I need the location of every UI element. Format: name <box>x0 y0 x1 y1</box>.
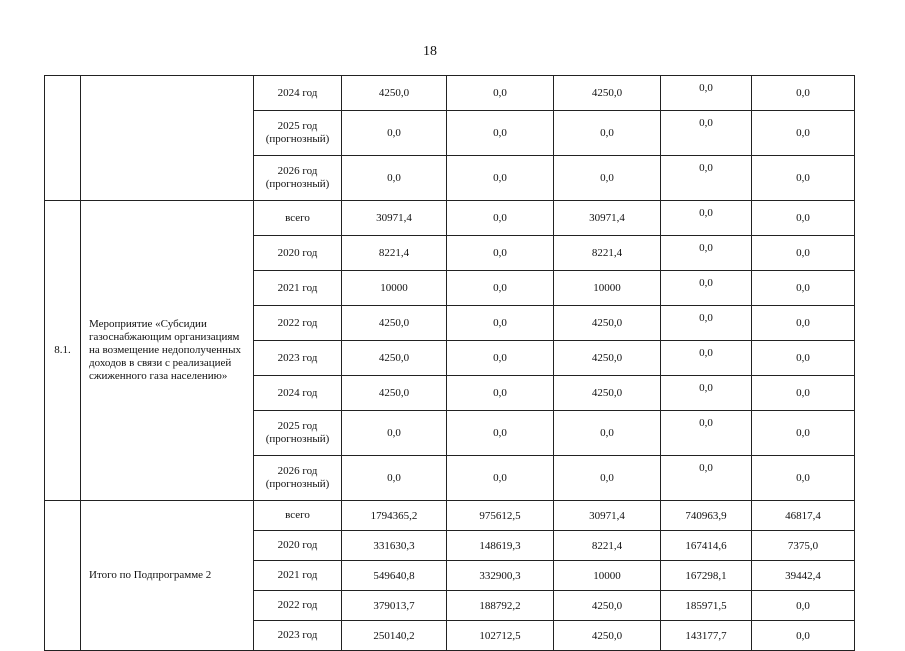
period-cell: 2023 год <box>254 621 342 651</box>
value-cell-col-4: 0,0 <box>661 306 752 341</box>
value-cell-col-3: 10000 <box>554 561 661 591</box>
value-cell-col-2: 0,0 <box>447 201 554 236</box>
row-number-cell: 8.1. <box>45 201 81 501</box>
value-cell-col-3: 0,0 <box>554 156 661 201</box>
value-cell-col-4: 0,0 <box>661 156 752 201</box>
value-cell-col-5: 7375,0 <box>752 531 855 561</box>
value-cell-col-1: 10000 <box>342 271 447 306</box>
value-cell-col-5: 0,0 <box>752 111 855 156</box>
period-cell: 2026 год (прогнозный) <box>254 156 342 201</box>
period-cell: 2026 год (прогнозный) <box>254 456 342 501</box>
table-row <box>45 76 855 111</box>
period-cell: 2025 год (прогнозный) <box>254 411 342 456</box>
value-cell-col-3: 4250,0 <box>554 621 661 651</box>
value-cell-col-2: 0,0 <box>447 236 554 271</box>
value-cell-col-5: 0,0 <box>752 341 855 376</box>
value-cell-col-3: 4250,0 <box>554 76 661 111</box>
value-cell-col-3: 4250,0 <box>554 591 661 621</box>
value-cell-col-2: 0,0 <box>447 456 554 501</box>
value-cell-col-2: 332900,3 <box>447 561 554 591</box>
period-cell: 2020 год <box>254 236 342 271</box>
measure-name-cell: Итого по Подпрограмме 2 <box>81 501 254 651</box>
table-row <box>45 501 855 531</box>
value-cell-col-3: 0,0 <box>554 411 661 456</box>
value-cell-col-5: 0,0 <box>752 591 855 621</box>
period-cell: 2024 год <box>254 376 342 411</box>
value-cell-col-4: 0,0 <box>661 111 752 156</box>
value-cell-col-2: 0,0 <box>447 306 554 341</box>
period-cell: всего <box>254 201 342 236</box>
value-cell-col-5: 0,0 <box>752 236 855 271</box>
value-cell-col-3: 0,0 <box>554 111 661 156</box>
value-cell-col-1: 4250,0 <box>342 376 447 411</box>
value-cell-col-2: 975612,5 <box>447 501 554 531</box>
value-cell-col-1: 331630,3 <box>342 531 447 561</box>
value-cell-col-5: 0,0 <box>752 201 855 236</box>
value-cell-col-2: 102712,5 <box>447 621 554 651</box>
table-row <box>45 201 855 236</box>
value-cell-col-5: 0,0 <box>752 306 855 341</box>
value-cell-col-2: 0,0 <box>447 341 554 376</box>
value-cell-col-4: 0,0 <box>661 236 752 271</box>
row-number-cell <box>45 76 81 201</box>
value-cell-col-1: 4250,0 <box>342 341 447 376</box>
measure-name-cell: Мероприятие «Субсидии газоснабжающим организациям на возмещение недополученных доходов в связи с реализацией сжиженного газа населению» <box>81 201 254 501</box>
value-cell-col-1: 4250,0 <box>342 306 447 341</box>
period-cell: 2022 год <box>254 306 342 341</box>
value-cell-col-2: 0,0 <box>447 111 554 156</box>
value-cell-col-1: 0,0 <box>342 411 447 456</box>
value-cell-col-2: 0,0 <box>447 376 554 411</box>
period-cell: 2024 год <box>254 76 342 111</box>
value-cell-col-5: 0,0 <box>752 271 855 306</box>
value-cell-col-3: 4250,0 <box>554 376 661 411</box>
value-cell-col-5: 0,0 <box>752 376 855 411</box>
value-cell-col-4: 0,0 <box>661 201 752 236</box>
value-cell-col-4: 0,0 <box>661 76 752 111</box>
value-cell-col-2: 0,0 <box>447 76 554 111</box>
period-cell: 2023 год <box>254 341 342 376</box>
value-cell-col-5: 0,0 <box>752 621 855 651</box>
value-cell-col-3: 4250,0 <box>554 306 661 341</box>
value-cell-col-3: 30971,4 <box>554 501 661 531</box>
value-cell-col-4: 0,0 <box>661 341 752 376</box>
value-cell-col-2: 0,0 <box>447 156 554 201</box>
measure-name-cell <box>81 76 254 201</box>
period-cell: всего <box>254 501 342 531</box>
value-cell-col-3: 30971,4 <box>554 201 661 236</box>
value-cell-col-1: 379013,7 <box>342 591 447 621</box>
value-cell-col-3: 10000 <box>554 271 661 306</box>
value-cell-col-4: 143177,7 <box>661 621 752 651</box>
period-cell: 2025 год (прогнозный) <box>254 111 342 156</box>
period-cell: 2022 год <box>254 591 342 621</box>
value-cell-col-5: 46817,4 <box>752 501 855 531</box>
value-cell-col-1: 0,0 <box>342 456 447 501</box>
value-cell-col-4: 0,0 <box>661 271 752 306</box>
value-cell-col-5: 0,0 <box>752 156 855 201</box>
page-number: 18 <box>423 44 437 59</box>
period-cell: 2020 год <box>254 531 342 561</box>
value-cell-col-4: 167298,1 <box>661 561 752 591</box>
value-cell-col-5: 0,0 <box>752 411 855 456</box>
value-cell-col-4: 0,0 <box>661 411 752 456</box>
value-cell-col-5: 0,0 <box>752 456 855 501</box>
period-cell: 2021 год <box>254 271 342 306</box>
value-cell-col-1: 1794365,2 <box>342 501 447 531</box>
value-cell-col-4: 167414,6 <box>661 531 752 561</box>
value-cell-col-1: 250140,2 <box>342 621 447 651</box>
value-cell-col-2: 148619,3 <box>447 531 554 561</box>
value-cell-col-5: 39442,4 <box>752 561 855 591</box>
value-cell-col-4: 740963,9 <box>661 501 752 531</box>
budget-table-body <box>45 76 855 651</box>
budget-table <box>44 75 855 651</box>
value-cell-col-1: 0,0 <box>342 111 447 156</box>
value-cell-col-4: 185971,5 <box>661 591 752 621</box>
value-cell-col-3: 4250,0 <box>554 341 661 376</box>
row-number-cell <box>45 501 81 651</box>
value-cell-col-2: 0,0 <box>447 411 554 456</box>
value-cell-col-3: 0,0 <box>554 456 661 501</box>
value-cell-col-2: 188792,2 <box>447 591 554 621</box>
value-cell-col-3: 8221,4 <box>554 531 661 561</box>
period-cell: 2021 год <box>254 561 342 591</box>
value-cell-col-3: 8221,4 <box>554 236 661 271</box>
value-cell-col-4: 0,0 <box>661 456 752 501</box>
value-cell-col-4: 0,0 <box>661 376 752 411</box>
value-cell-col-2: 0,0 <box>447 271 554 306</box>
value-cell-col-1: 4250,0 <box>342 76 447 111</box>
value-cell-col-1: 8221,4 <box>342 236 447 271</box>
value-cell-col-1: 30971,4 <box>342 201 447 236</box>
value-cell-col-1: 549640,8 <box>342 561 447 591</box>
value-cell-col-5: 0,0 <box>752 76 855 111</box>
value-cell-col-1: 0,0 <box>342 156 447 201</box>
